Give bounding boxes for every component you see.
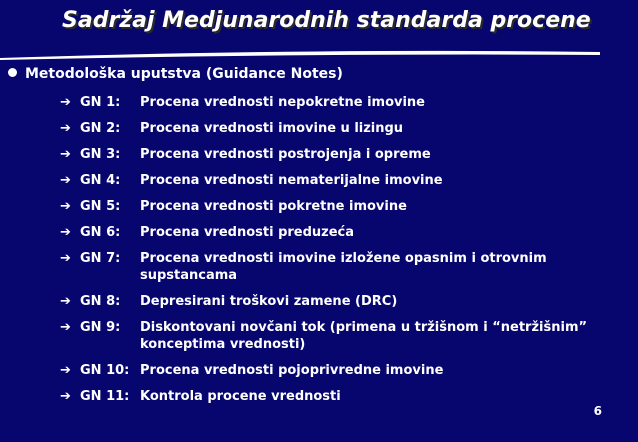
arrow-right-icon: ➔ (60, 363, 71, 378)
list-item (60, 292, 398, 311)
list-item (60, 119, 404, 138)
gn-code: GN 10: (80, 363, 130, 378)
arrow-right-icon: ➔ (60, 225, 71, 240)
list-item (60, 249, 547, 268)
list-item (60, 171, 443, 190)
gn-description: Diskontovani novčani tok (primena u tržišnom i “netržišnim” (140, 320, 588, 335)
gn-code: GN 7: (80, 251, 121, 266)
gn-code: GN 9: (80, 320, 121, 335)
gn-description: Depresirani troškovi zamene (DRC) (140, 294, 398, 309)
gn-description: Procena vrednosti nematerijalne imovine (140, 173, 443, 188)
slide-title: Sadržaj Medjunarodnih standarda procene (62, 8, 591, 33)
arrow-right-icon: ➔ (60, 294, 71, 309)
gn-description: Procena vrednosti imovine izložene opasnim i otrovnim (140, 251, 547, 266)
gn-description: Procena vrednosti pokretne imovine (140, 199, 407, 214)
gn-code: GN 3: (80, 147, 121, 162)
gn-description-line2: supstancama (140, 268, 238, 283)
gn-description-line2: konceptima vrednosti) (140, 337, 306, 352)
arrow-right-icon: ➔ (60, 251, 71, 266)
main-bullet-text: Metodološka uputstva (Guidance Notes) (25, 66, 343, 82)
arrow-right-icon: ➔ (60, 320, 71, 335)
gn-description: Kontrola procene vrednosti (140, 389, 341, 404)
arrow-right-icon: ➔ (60, 199, 71, 214)
main-bullet (8, 66, 343, 82)
gn-description: Procena vrednosti preduzeća (140, 225, 355, 240)
page-number: 6 (593, 404, 602, 418)
list-item (60, 387, 341, 406)
gn-description: Procena vrednosti nepokretne imovine (140, 95, 426, 110)
gn-code: GN 5: (80, 199, 121, 214)
gn-code: GN 6: (80, 225, 121, 240)
list-item (60, 223, 355, 242)
list-item (60, 361, 444, 380)
bullet-dot-icon (8, 68, 17, 77)
arrow-right-icon: ➔ (60, 173, 71, 188)
gn-code: GN 4: (80, 173, 121, 188)
arrow-right-icon: ➔ (60, 95, 71, 110)
gn-description: Procena vrednosti pojoprivredne imovine (140, 363, 444, 378)
gn-code: GN 8: (80, 294, 121, 309)
gn-code: GN 2: (80, 121, 121, 136)
gn-description: Procena vrednosti imovine u lizingu (140, 121, 404, 136)
list-item (60, 197, 407, 216)
gn-description: Procena vrednosti postrojenja i opreme (140, 147, 431, 162)
list-item (60, 93, 426, 112)
arrow-right-icon: ➔ (60, 147, 71, 162)
title-underline (0, 46, 638, 66)
list-item (60, 145, 431, 164)
arrow-right-icon: ➔ (60, 121, 71, 136)
gn-code: GN 1: (80, 95, 121, 110)
arrow-right-icon: ➔ (60, 389, 71, 404)
list-item (60, 318, 588, 337)
gn-code: GN 11: (80, 389, 130, 404)
